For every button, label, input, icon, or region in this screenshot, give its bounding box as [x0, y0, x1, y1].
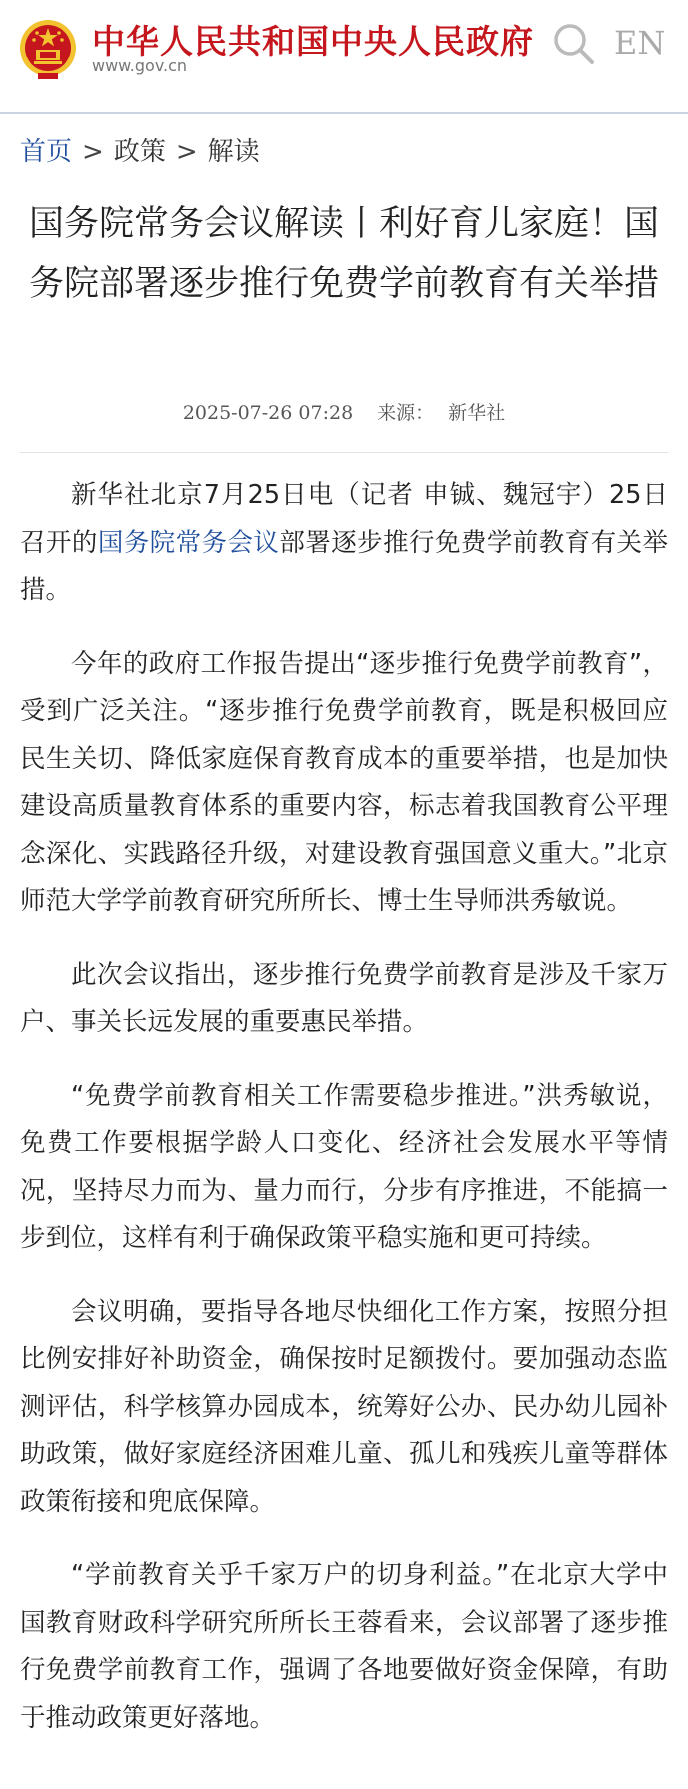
search-icon	[552, 51, 596, 70]
breadcrumb	[20, 131, 260, 168]
paragraph-1	[20, 472, 668, 615]
article-body	[20, 472, 668, 1768]
publish-date: 2025-07-26 07:28	[182, 402, 354, 424]
paragraph-1-text-end: 部署逐步推行免费学前教育有关举措。	[20, 527, 668, 605]
national-emblem-icon[interactable]	[18, 18, 78, 80]
breadcrumb-policy-link[interactable]: 政策	[113, 137, 166, 167]
site-url: www.gov.cn	[92, 56, 188, 75]
source-label: 来源：	[377, 402, 435, 424]
paragraph-3: 此次会议指出，逐步推行免费学前教育是涉及千家万户、事关长远发展的重要惠民举措。	[20, 959, 668, 1037]
english-version-link[interactable]: EN	[614, 24, 666, 62]
paragraph-4: “免费学前教育相关工作需要稳步推进。”洪秀敏说，免费工作要根据学龄人口变化、经济社会发展水平等情况，坚持尽力而为、量力而行，分步有序推进，不能搞一步到位，这样有利于确保政策平稳实施和更可持续。	[20, 1080, 668, 1253]
state-council-meeting-link[interactable]: 国务院常务会议	[97, 527, 280, 558]
site-title: 中华人民共和国中央人民政府	[92, 22, 534, 61]
breadcrumb-separator: >	[82, 137, 104, 167]
article-title: 国务院常务会议解读丨利好育儿家庭！国务院部署逐步推行免费学前教育有关举措	[28, 204, 659, 304]
paragraph-6: “学前教育关乎千家万户的切身利益。”在北京大学中国教育财政科学研究所所长王蓉看来，会议部署了逐步推行免费学前教育工作，强调了各地要做好资金保障，有助于推动政策更好落地。	[20, 1560, 668, 1733]
search-button[interactable]	[552, 22, 596, 66]
site-header	[0, 0, 688, 114]
article-meta	[0, 398, 688, 425]
breadcrumb-separator: >	[175, 137, 198, 167]
breadcrumb-interpret-link[interactable]: 解读	[207, 137, 260, 167]
source-name: 新华社	[448, 402, 506, 424]
divider	[20, 452, 668, 453]
paragraph-2: 今年的政府工作报告提出“逐步推行免费学前教育”，受到广泛关注。“逐步推行免费学前教育，既是积极回应民生关切、降低家庭保育教育成本的重要举措，也是加快建设高质量教育体系的重要内容，标志着我国教育公平理念深化、实践路径升级，对建设教育强国意义重大。”北京师范大学学前教育研究所所长、博士生导师洪秀敏说。	[20, 648, 668, 916]
paragraph-5: 会议明确，要指导各地尽快细化工作方案，按照分担比例安排好补助资金，确保按时足额拨付。要加强动态监测评估，科学核算办园成本，统筹好公办、民办幼儿园补助政策，做好家庭经济困难儿童、孤儿和残疾儿童等群体政策衔接和兜底保障。	[20, 1296, 668, 1517]
paragraph-1-text-start: 新华社北京7月25日电（记者 申铖、魏冠宇）25日召开的	[20, 480, 668, 558]
breadcrumb-home-link[interactable]: 首页	[20, 137, 73, 167]
